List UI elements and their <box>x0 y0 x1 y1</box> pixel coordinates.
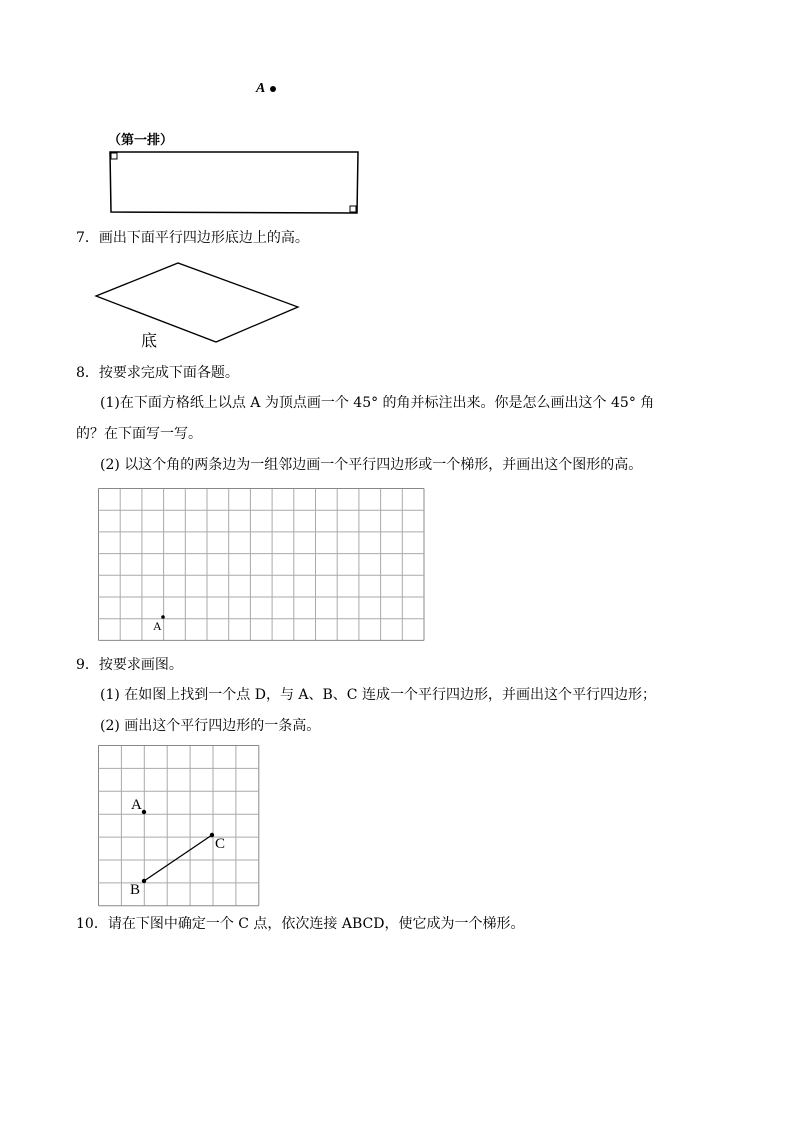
fig6-point-label: A <box>256 81 266 96</box>
q8-text: 8．按要求完成下面各题。 <box>76 365 239 381</box>
fig6-row-rectangle <box>106 148 366 218</box>
q9-part2: (2) 画出这个平行四边形的一条高。 <box>100 718 321 734</box>
q7-base-label: 底 <box>141 331 158 350</box>
q9-text: 9．按要求画图。 <box>76 657 183 673</box>
q9-label-c: C <box>215 836 226 852</box>
q9-point-c <box>210 833 214 837</box>
fig6-row-label: （第一排） <box>108 133 174 148</box>
q8-part1-line1: (1)在下面方格纸上以点 A 为顶点画一个 45° 的角并标注出来。你是怎么画出这个 45° 角 <box>100 395 655 411</box>
q9-part1: (1) 在如图上找到一个点 D，与 A、B、C 连成一个平行四边形，并画出这个平行四边形； <box>100 687 656 703</box>
q9-label-a: A <box>131 797 142 813</box>
q8-part1-line2: 的？在下面写一写。 <box>76 426 202 442</box>
q10-text: 10．请在下图中确定一个 C 点，依次连接 ABCD，使它成为一个梯形。 <box>76 916 525 932</box>
q9-point-a <box>142 810 146 814</box>
fig6-point-a <box>256 80 265 97</box>
q8-grid <box>97 487 427 642</box>
q9-label-b: B <box>130 882 141 898</box>
q9-segment-bc <box>144 835 212 881</box>
fig6-point-dot <box>268 84 278 94</box>
q9-grid <box>97 744 262 909</box>
q8-grid-point-label: A <box>153 619 162 633</box>
q9-point-b <box>142 879 146 883</box>
q7-parallelogram <box>92 260 312 350</box>
q8-part2: (2) 以这个角的两条边为一组邻边画一个平行四边形或一个梯形，并画出这个图形的高。 <box>100 457 643 473</box>
q7-text: 7．画出下面平行四边形底边上的高。 <box>76 230 309 246</box>
